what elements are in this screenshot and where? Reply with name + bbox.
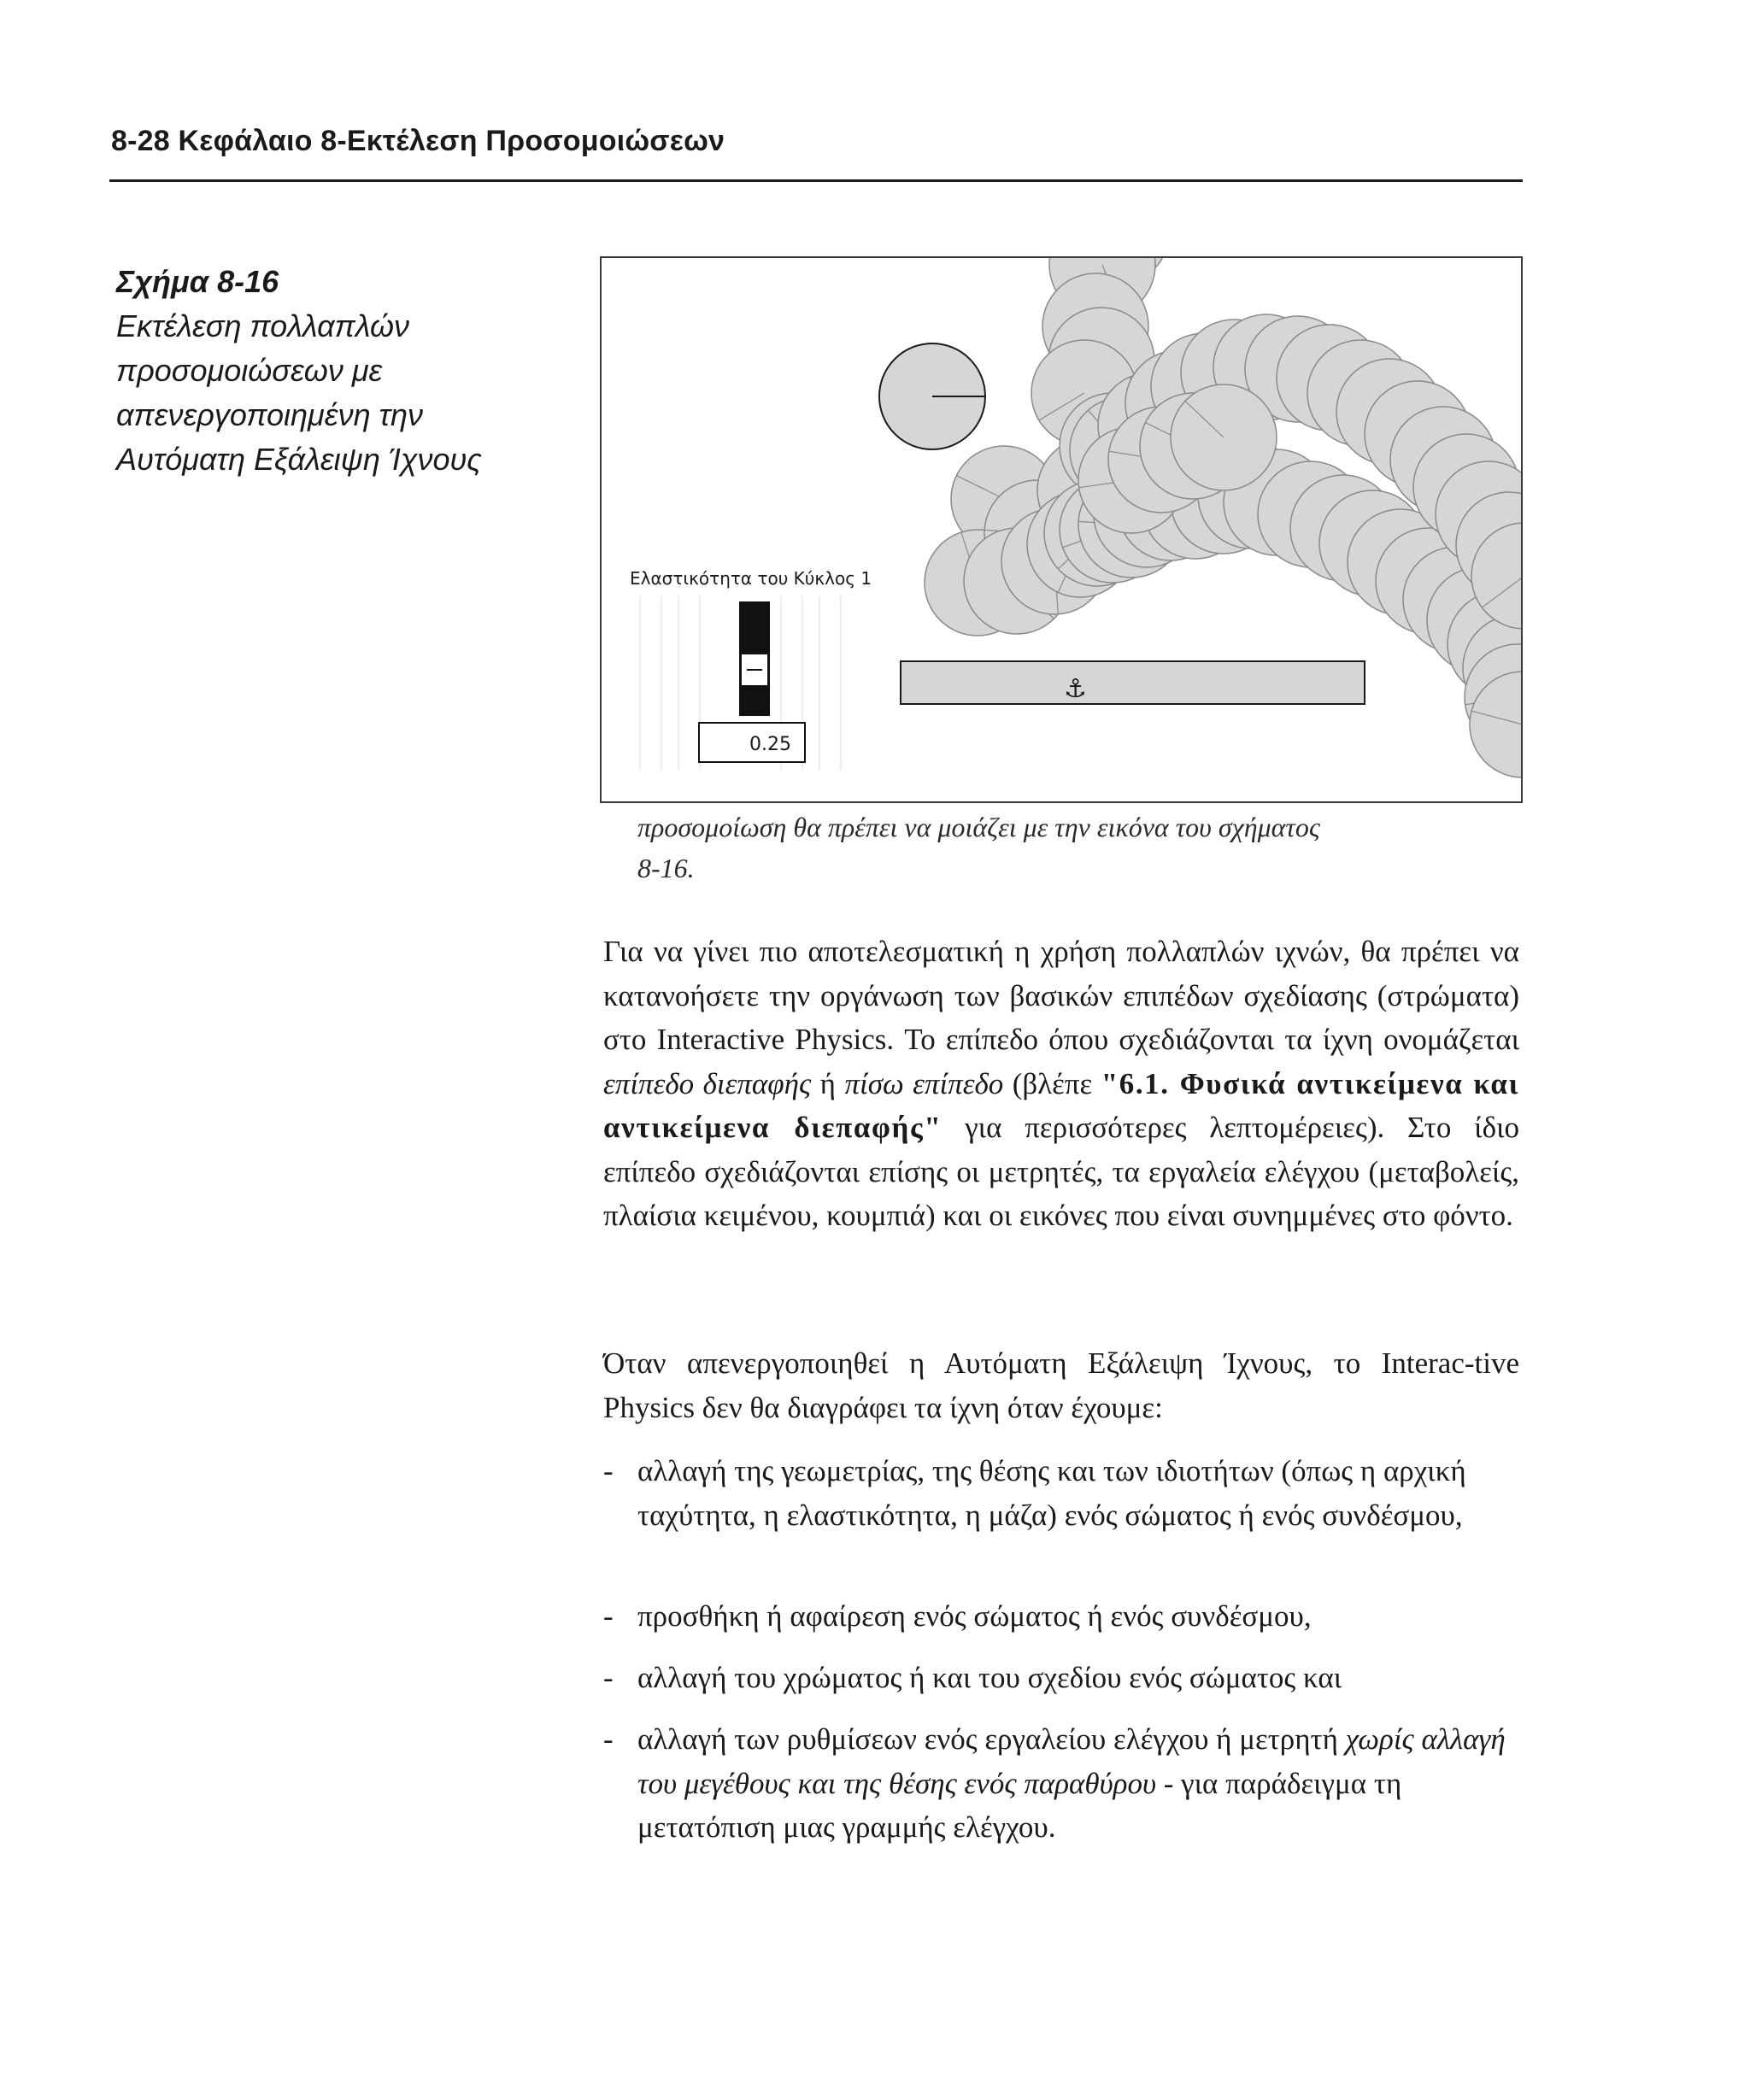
list-item-text: προσθήκη ή αφαίρεση ενός σώματος ή ενός συνδέσμου, — [637, 1599, 1312, 1633]
list-item-text: αλλαγή της γεωμετρίας, της θέσης και των ιδιοτήτων (όπως η αρχική ταχύτητα, η ελαστικότητα, η μάζα) ενός σώματος ή ενός συνδέσμου, — [637, 1454, 1466, 1532]
anchored-bar — [901, 661, 1365, 704]
list-item-text-part: αλλαγή των ρυθμίσεων ενός εργαλείου ελέγχου ή μετρητή — [637, 1722, 1346, 1756]
elasticity-slider[interactable] — [630, 568, 872, 762]
list-item — [603, 1717, 1519, 1850]
list-item-text: αλλαγή του χρώματος ή και του σχεδίου ενός σώματος και — [637, 1661, 1342, 1694]
list-item-text-part: - για παράδειγμα τη μετατόπιση μιας γραμμής ελέγχου. — [637, 1766, 1402, 1844]
list-item — [603, 1656, 1519, 1700]
anchor-icon: ⚓ — [1064, 674, 1087, 704]
caption-line: Εκτέλεση πολλαπλών — [116, 308, 409, 343]
para1-text: Για να γίνει πιο αποτελεσματική η χρήση πολλαπλών ιχνών, θα πρέπει να κατανοήσετε την οργάνωση των βασικών επιπέδων σχεδίασης (στρώματα) στο Interactive Physics. Το επίπεδο όπου σχεδιάζονται τα ίχνη ονομάζεται — [603, 935, 1519, 1056]
simulation-canvas — [602, 258, 1521, 801]
paragraph-auto-erase: Όταν απενεργοποιηθεί η Αυτόματη Εξάλειψη Ίχνους, το Interac-tive Physics δεν θα διαγράφει τα ίχνη όταν έχουμε: — [603, 1346, 1519, 1424]
caption-line: προσομοιώσεων με — [116, 353, 383, 388]
simulation-screenshot — [600, 256, 1523, 803]
slider-value: 0.25 — [749, 734, 791, 755]
list-item-emphasis: χωρίς αλλαγή του μεγέθους και της θέσης ενός παραθύρου — [637, 1722, 1506, 1800]
para1-term: επίπεδο διεπαφής — [603, 1066, 812, 1100]
list-item — [603, 1449, 1519, 1537]
figure-note — [637, 807, 1492, 889]
para1-text: (βλέπε — [1003, 1066, 1101, 1100]
list-dash: - — [603, 1661, 614, 1694]
figure-note-line: 8-16. — [637, 853, 695, 883]
para1-text: ή — [811, 1066, 845, 1100]
slider-label: Ελαστικότητα του Κύκλος 1 — [630, 568, 872, 589]
caption-line: απενεργοποιημένη την — [116, 397, 424, 432]
figure-caption — [116, 260, 561, 482]
list-item — [603, 1594, 1519, 1639]
list-item-text — [637, 1717, 1519, 1850]
paragraph-layers — [603, 930, 1519, 1238]
moving-circle — [879, 343, 985, 449]
para1-text: για περισσότερες λεπτομέρειες). Στο ίδιο επίπεδο σχεδιάζονται επίσης οι μετρητές, τα εργαλεία ελέγχου (μεταβολείς, πλαίσια κειμένου, κουμπιά) και οι εικόνες που είναι συνημμένες στο φόντο. — [603, 1111, 1519, 1232]
list-dash: - — [603, 1722, 614, 1756]
figure-note-line: προσομοίωση θα πρέπει να μοιάζει με την εικόνα του σχήματος — [637, 812, 1320, 842]
list-dash: - — [603, 1599, 614, 1633]
bar-rect — [901, 661, 1365, 704]
para1-term: πίσω επίπεδο — [844, 1066, 1004, 1100]
header-rule — [109, 179, 1523, 182]
running-header: 8-28 Κεφάλαιο 8-Εκτέλεση Προσομοιώσεων — [111, 125, 725, 157]
caption-line: Αυτόματη Εξάλειψη Ίχνους — [116, 442, 482, 477]
figure-number: Σχήμα 8-16 — [116, 264, 279, 299]
list-dash: - — [603, 1454, 614, 1487]
para1-reference: "6.1. Φυσικά αντικείμενα και αντικείμενα διεπαφής" — [603, 1066, 1519, 1144]
